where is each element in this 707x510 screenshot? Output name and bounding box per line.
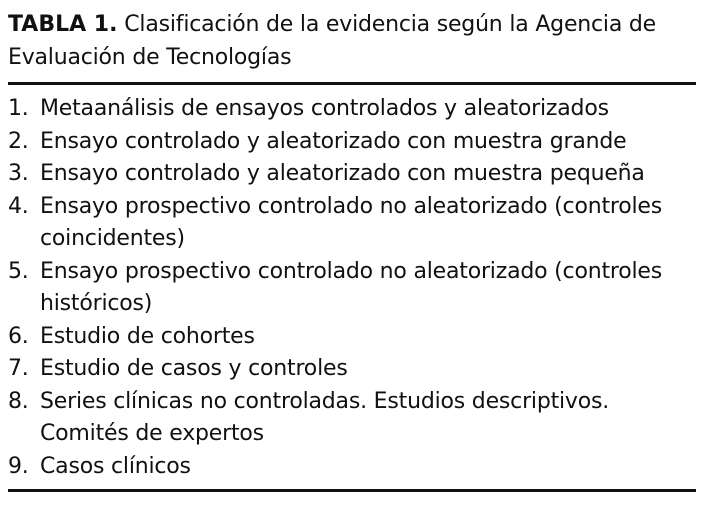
table-label: TABLA 1. <box>8 12 118 37</box>
item-text: Ensayo controlado y aleatorizado con muestra grande <box>40 128 627 154</box>
list-item <box>8 158 696 191</box>
item-text: Ensayo prospectivo controlado no aleatorizado (controles históricos) <box>40 258 663 316</box>
item-number: 5. <box>8 258 29 284</box>
item-number: 7. <box>8 356 29 381</box>
evidence-table <box>8 8 696 492</box>
item-number: 3. <box>8 161 29 186</box>
list-item <box>8 451 696 484</box>
table-title: Clasificación de la evidencia según la Agencia de Evaluación de Tecnologías <box>8 12 657 70</box>
item-number: 6. <box>8 323 29 349</box>
evidence-list <box>8 93 696 483</box>
item-text: Ensayo controlado y aleatorizado con muestra pequeña <box>40 161 645 186</box>
item-number: 2. <box>8 128 29 154</box>
item-text: Metaanálisis de ensayos controlados y aleatorizados <box>40 96 609 121</box>
table-caption <box>8 8 696 74</box>
list-item <box>8 256 696 321</box>
item-number: 4. <box>8 193 29 219</box>
item-number: 8. <box>8 388 29 414</box>
bottom-rule <box>8 489 696 492</box>
item-number: 9. <box>8 453 29 479</box>
item-text: Series clínicas no controladas. Estudios descriptivos. Comités de expertos <box>40 388 610 446</box>
list-item <box>8 386 696 451</box>
item-text: Ensayo prospectivo controlado no aleatorizado (controles coincidentes) <box>40 193 663 251</box>
item-text: Estudio de cohortes <box>40 323 255 349</box>
list-item <box>8 93 696 126</box>
top-rule <box>8 82 696 85</box>
list-item <box>8 321 696 354</box>
item-text: Estudio de casos y controles <box>40 356 348 381</box>
list-item <box>8 191 696 256</box>
list-item <box>8 353 696 386</box>
list-item <box>8 126 696 159</box>
item-text: Casos clínicos <box>40 453 191 479</box>
item-number: 1. <box>8 96 29 121</box>
